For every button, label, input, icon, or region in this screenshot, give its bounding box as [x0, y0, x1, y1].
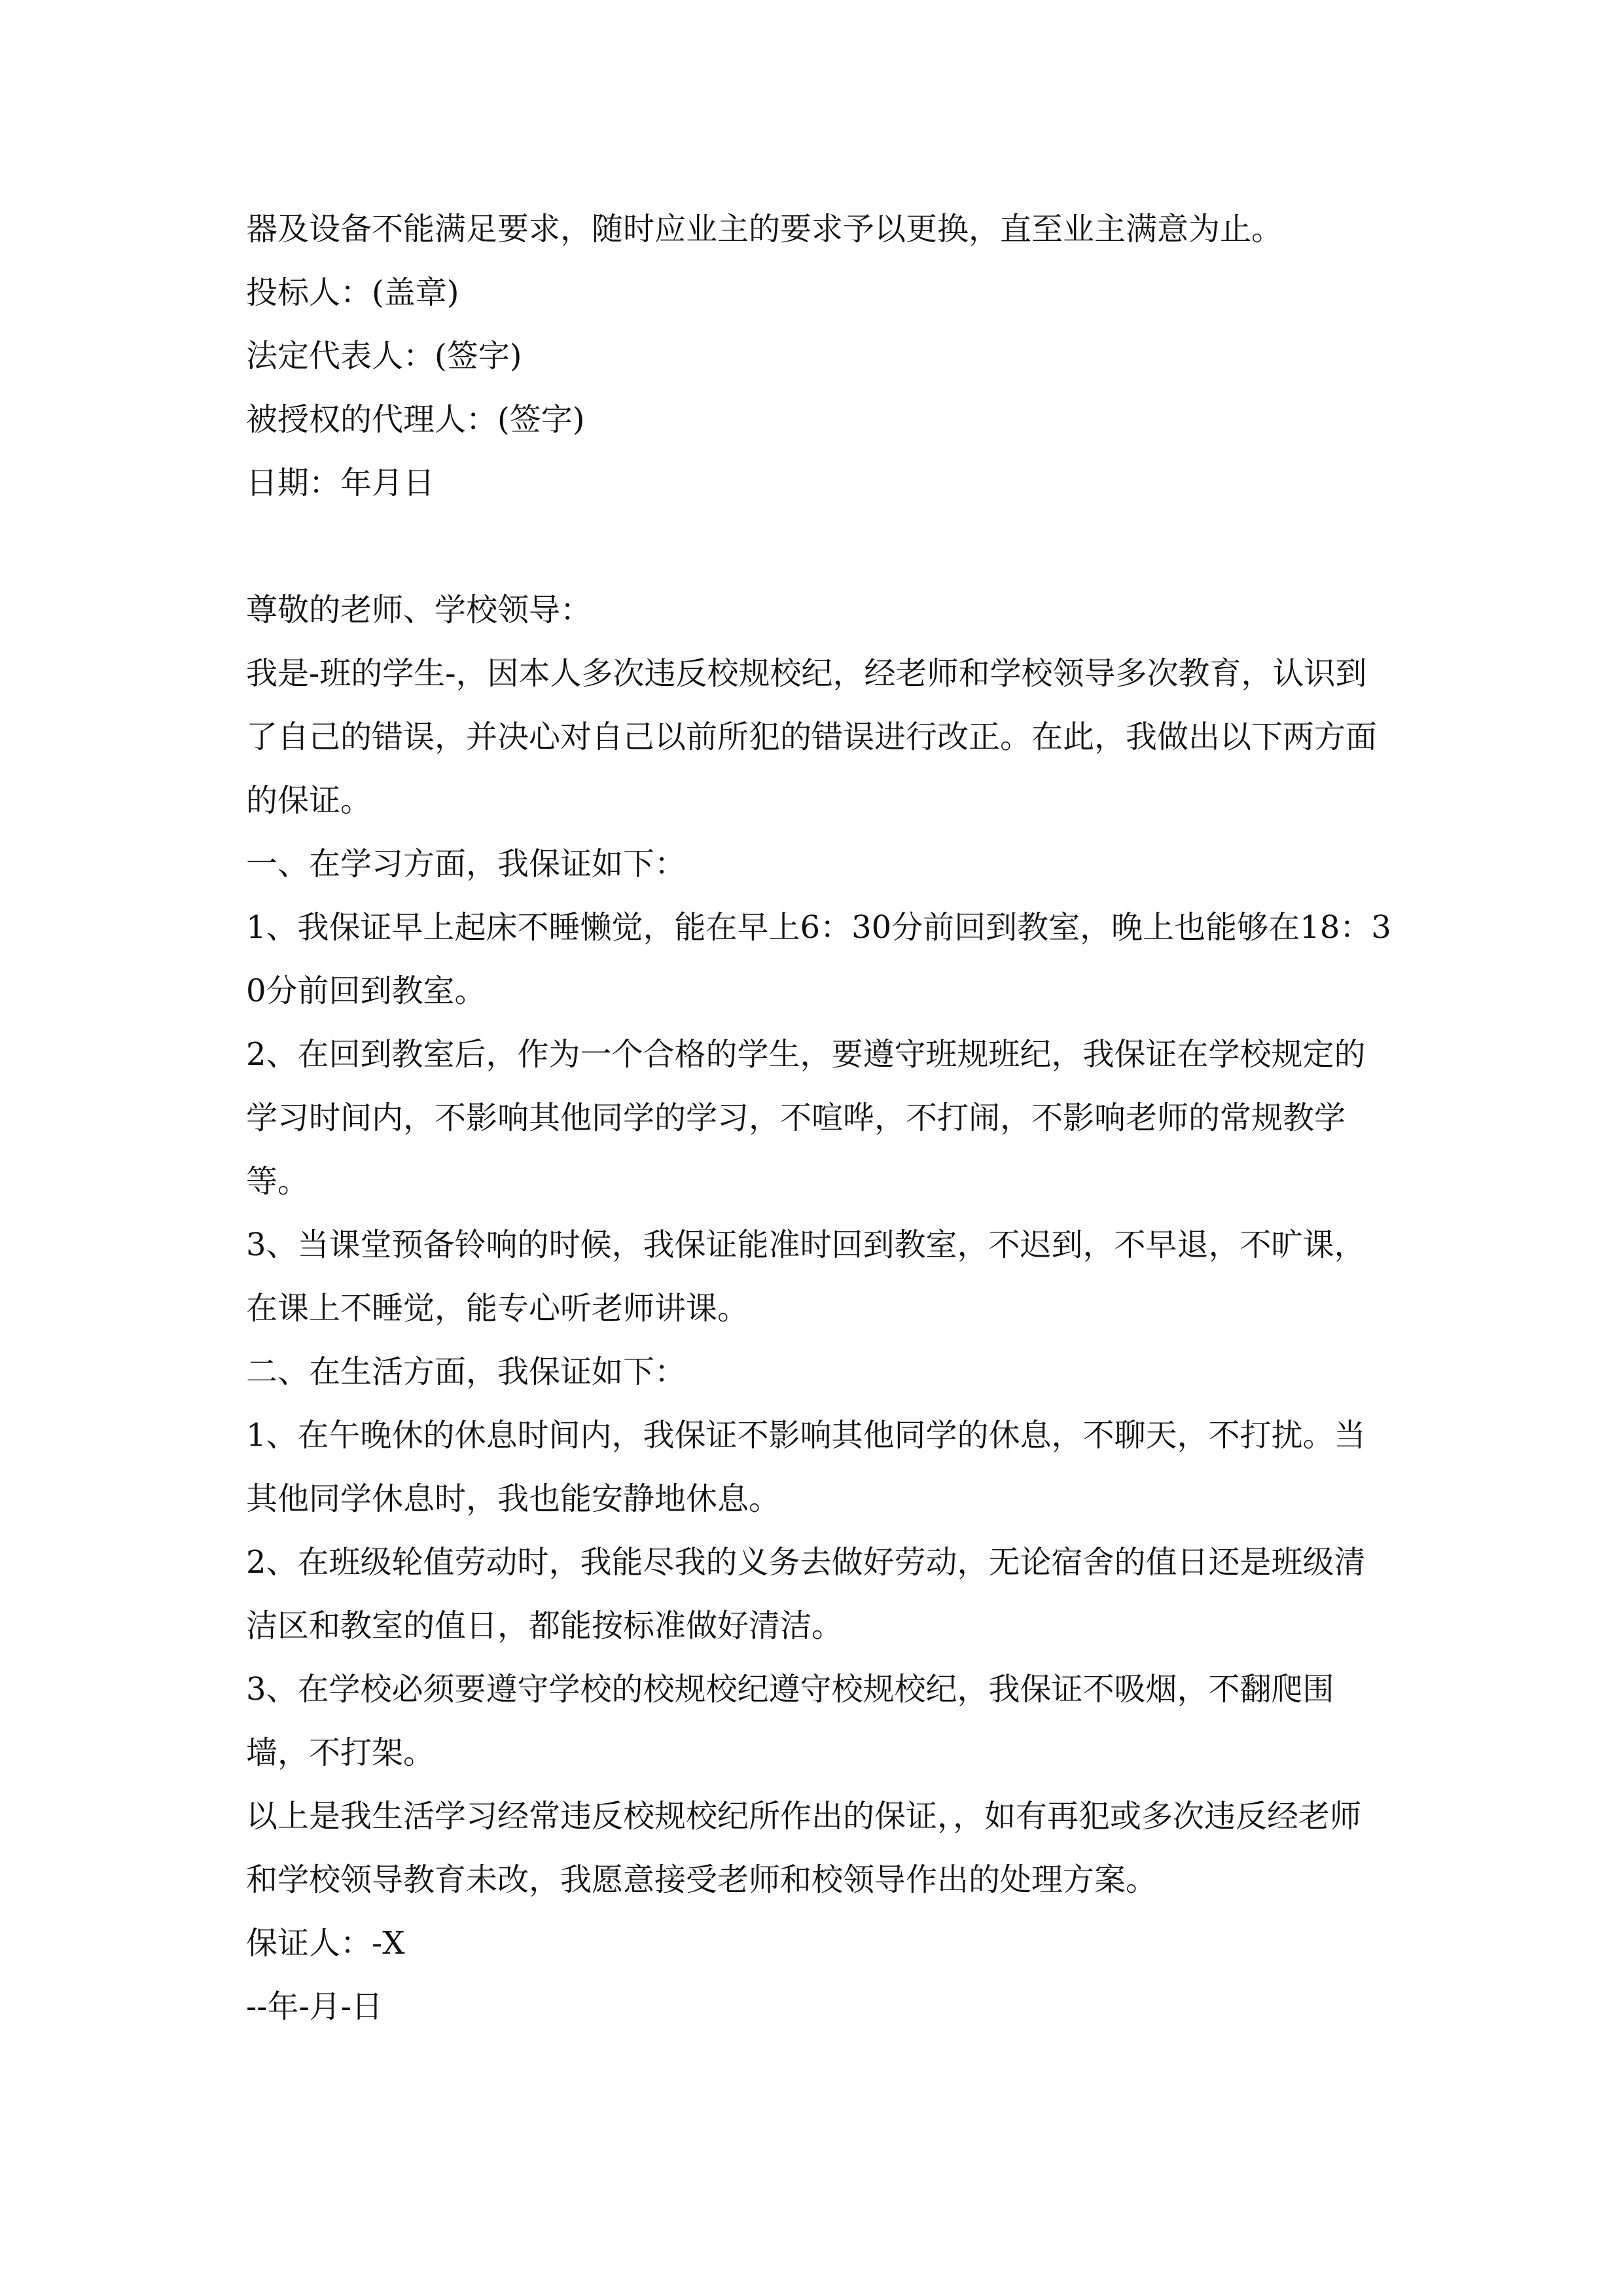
life-item: 2、在班级轮值劳动时，我能尽我的义务去做好劳动，无论宿舍的值日还是班级清洁区和教室的值日，都能按标准做好清洁。	[246, 1544, 1366, 1644]
legal-representative-line: 法定代表人：(签字)	[246, 338, 522, 374]
tender-date-line: 日期：年月日	[246, 465, 435, 501]
tender-letter-tail	[246, 198, 1391, 515]
life-item: 1、在午晚休的休息时间内，我保证不影响其他同学的休息，不聊天，不打扰。当其他同学休息时，我也能安静地休息。	[246, 1417, 1366, 1517]
salutation: 尊敬的老师、学校领导：	[246, 592, 592, 628]
signer-line: 保证人：-X	[246, 1925, 405, 1962]
closing-paragraph: 以上是我生活学习经常违反校规校纪所作出的保证，，如有再犯或多次违反经老师和学校领导教育未改，我愿意接受老师和校领导作出的处理方案。	[246, 1798, 1362, 1898]
pledge-letter	[246, 579, 1391, 2039]
life-heading: 二、在生活方面，我保证如下：	[246, 1354, 687, 1390]
study-item: 2、在回到教室后，作为一个合格的学生，要遵守班规班纪，我保证在学校规定的学习时间内，不影响其他同学的学习，不喧哗，不打闹，不影响老师的常规教学等。	[246, 1036, 1366, 1200]
bidder-line: 投标人：(盖章)	[246, 274, 459, 311]
study-item: 3、当课堂预备铃响的时候，我保证能准时回到教室，不迟到，不早退，不旷课，在课上不睡觉，能专心听老师讲课。	[246, 1227, 1366, 1327]
life-item: 3、在学校必须要遵守学校的校规校纪遵守校规校纪，我保证不吸烟，不翻爬围墙，不打架。	[246, 1671, 1334, 1771]
study-item: 1、我保证早上起床不睡懒觉，能在早上6：30分前回到教室，晚上也能够在18：30分前回到教室。	[246, 909, 1391, 1009]
intro-paragraph: 我是-班的学生-，因本人多次违反校规校纪，经老师和学校领导多次教育，认识到了自己的错误，并决心对自己以前所犯的错误进行改正。在此，我做出以下两方面的保证。	[246, 655, 1378, 819]
tender-continuation-paragraph: 器及设备不能满足要求，随时应业主的要求予以更换，直至业主满意为止。	[246, 211, 1283, 247]
authorized-agent-line: 被授权的代理人：(签字)	[246, 401, 585, 438]
study-heading: 一、在学习方面，我保证如下：	[246, 846, 687, 882]
sign-date-line: --年-月-日	[246, 1988, 383, 2025]
